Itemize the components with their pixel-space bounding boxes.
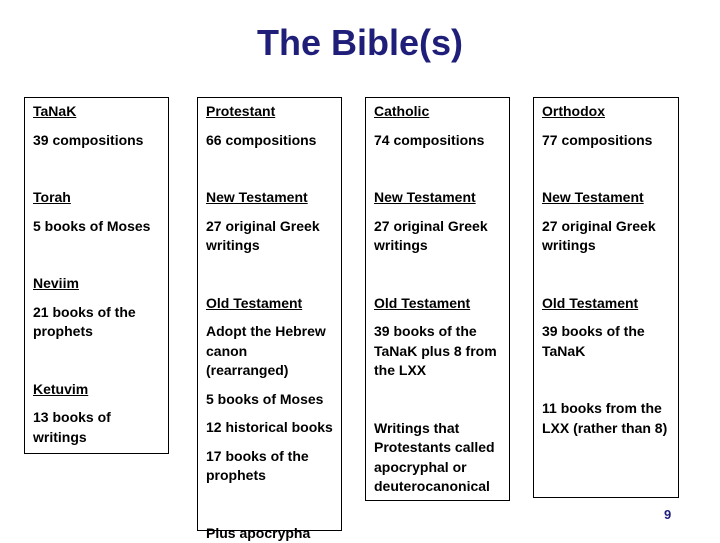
section-heading-new-testament: New Testament: [206, 188, 333, 208]
section-text: Adopt the Hebrew: [206, 322, 333, 342]
section-text: writings: [206, 236, 333, 256]
column-heading: Catholic: [374, 102, 501, 122]
slide-title: The Bible(s): [0, 22, 720, 64]
column-orthodox: [533, 97, 679, 498]
section-text: deuterocanonical: [374, 477, 501, 497]
column-catholic: [365, 97, 510, 501]
column-heading: TaNaK: [33, 102, 160, 122]
section-text: 27 original Greek: [542, 217, 670, 237]
section-text: writings: [33, 428, 160, 448]
section-text: prophets: [33, 322, 160, 342]
section-text: apocryphal or: [374, 458, 501, 478]
section-text: 27 original Greek: [206, 217, 333, 237]
section-text: writings: [374, 236, 501, 256]
column-tanak: [24, 97, 169, 454]
section-heading-old-testament: Old Testament: [374, 294, 501, 314]
section-text: LXX (rather than 8): [542, 419, 670, 439]
section-text: 27 original Greek: [374, 217, 501, 237]
section-text: Writings that: [374, 419, 501, 439]
page-number: 9: [664, 507, 671, 522]
section-text: 5 books of Moses: [33, 217, 160, 237]
composition-count: 39 compositions: [33, 131, 160, 151]
section-heading-new-testament: New Testament: [542, 188, 670, 208]
section-heading-neviim: Neviim: [33, 274, 160, 294]
section-text: 13 books of: [33, 408, 160, 428]
section-text: 39 books of the: [374, 322, 501, 342]
section-text: writings: [542, 236, 670, 256]
section-text: 5 books of Moses: [206, 390, 333, 410]
section-text: prophets: [206, 466, 333, 486]
section-text: the LXX: [374, 361, 501, 381]
section-text: TaNaK: [542, 342, 670, 362]
composition-count: 74 compositions: [374, 131, 501, 151]
section-heading-ketuvim: Ketuvim: [33, 380, 160, 400]
section-heading-new-testament: New Testament: [374, 188, 501, 208]
section-text: TaNaK plus 8 from: [374, 342, 501, 362]
section-text: Protestants called: [374, 438, 501, 458]
section-heading-old-testament: Old Testament: [542, 294, 670, 314]
column-heading: Orthodox: [542, 102, 670, 122]
section-text: 17 books of the: [206, 447, 333, 467]
column-protestant: [197, 97, 342, 531]
column-heading: Protestant: [206, 102, 333, 122]
section-heading-old-testament: Old Testament: [206, 294, 333, 314]
section-text: 39 books of the: [542, 322, 670, 342]
section-text: Plus apocrypha: [206, 524, 333, 543]
composition-count: 66 compositions: [206, 131, 333, 151]
composition-count: 77 compositions: [542, 131, 670, 151]
section-text: canon (rearranged): [206, 342, 333, 381]
section-heading-torah: Torah: [33, 188, 160, 208]
section-text: 11 books from the: [542, 399, 670, 419]
section-text: 12 historical books: [206, 418, 333, 438]
section-text: 21 books of the: [33, 303, 160, 323]
